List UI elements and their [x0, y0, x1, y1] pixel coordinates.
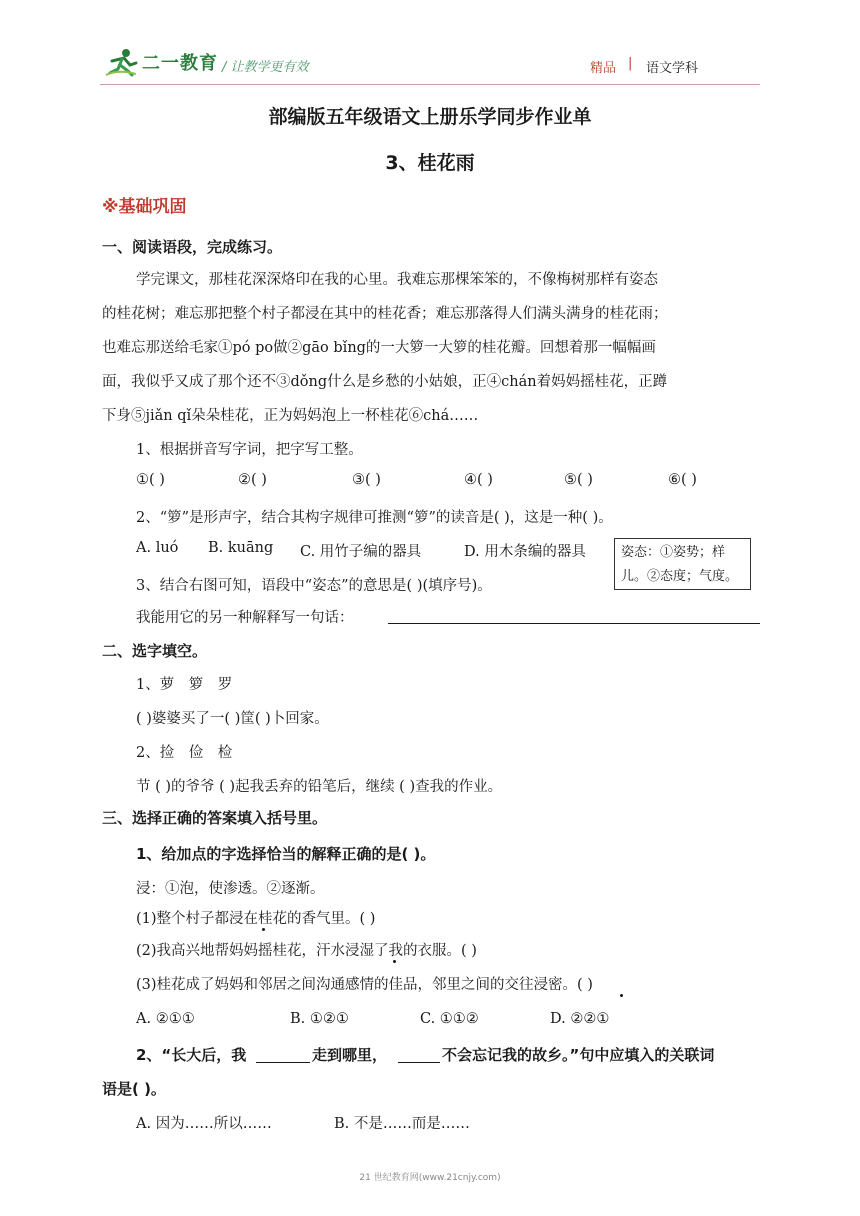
runner-logo-icon	[104, 47, 138, 77]
subject-tag: 语文学科	[646, 61, 699, 76]
question-3-2-part-b: 走到哪里，	[312, 1046, 388, 1064]
char-group-1: 1、萝 箩 罗	[136, 677, 233, 693]
passage-line-4: 面，我似乎又成了那个还不③dǒng什么是乡愁的小姑娘，正④chán着妈妈摇桂花，正蹲	[102, 374, 668, 390]
write-sentence-prompt: 我能用它的另一种解释写一句话：	[136, 610, 354, 626]
emphasis-dot	[393, 960, 396, 963]
answer-blank-5[interactable]: ⑤( )	[564, 472, 593, 488]
option-c: C. 用竹子编的器具	[300, 544, 422, 560]
option-a: A. luó	[136, 540, 179, 556]
question-3-2-line-2: 语是( )。	[102, 1080, 166, 1098]
brand-name: 二一教育	[142, 53, 218, 74]
option-b: B. kuāng	[208, 540, 274, 556]
part1-heading: 一、阅读语段，完成练习。	[102, 238, 283, 256]
choice-b: B. ①②①	[290, 1011, 349, 1027]
passage-line-2: 的桂花树；难忘那把整个村子都浸在其中的桂花香；难忘那落得人们满头满身的桂花雨；	[102, 306, 668, 322]
header-separator: |	[628, 56, 633, 71]
section-heading-text: ※基础巩固	[102, 197, 187, 217]
question-3-1: 1、给加点的字选择恰当的解释正确的是( )。	[136, 845, 436, 863]
answer-blank-2[interactable]: ②( )	[238, 472, 267, 488]
choice-a: A. ②①①	[136, 1011, 195, 1027]
definition-jin: 浸：①泡，使渗透。②逐渐。	[136, 881, 325, 897]
answer-blank-6[interactable]: ⑥( )	[668, 472, 697, 488]
sentence-1: (1)整个村子都浸在桂花的香气里。( )	[136, 911, 376, 927]
conjunction-option-b: B. 不是……而是……	[334, 1116, 470, 1132]
emphasis-dot	[262, 928, 265, 931]
part2-heading: 二、选字填空。	[102, 642, 208, 660]
answer-blank-4[interactable]: ④( )	[464, 472, 493, 488]
conjunction-blank-1[interactable]	[256, 1062, 310, 1063]
option-d: D. 用木条编的器具	[464, 544, 586, 560]
answer-blank-1[interactable]: ①( )	[136, 472, 165, 488]
passage-line-1: 学完课文，那桂花深深烙印在我的心里。我难忘那棵笨笨的，不像梅树那样有姿态	[136, 272, 658, 288]
passage-line-5: 下身⑤jiǎn qǐ朵朵桂花，正为妈妈泡上一杯桂花⑥chá……	[102, 408, 479, 424]
part3-heading: 三、选择正确的答案填入括号里。	[102, 809, 328, 827]
header-divider	[100, 84, 760, 85]
choice-c: C. ①①②	[420, 1011, 479, 1027]
question-1-1: 1、根据拼音写字词，把字写工整。	[136, 442, 363, 458]
choice-d: D. ②②①	[550, 1011, 610, 1027]
question-1-3: 3、结合右图可知，语段中“姿态”的意思是( )(填序号)。	[136, 578, 492, 594]
definition-line-1: 姿态：①姿势；样	[621, 545, 726, 560]
brand-logo	[104, 44, 218, 80]
section-heading	[102, 192, 187, 217]
brand-slogan: / 让教学更有效	[222, 60, 309, 75]
question-3-2-part-c: 不会忘记我的故乡。”句中应填入的关联词	[442, 1046, 715, 1064]
conjunction-option-a: A. 因为……所以……	[136, 1116, 272, 1132]
definition-line-2: 儿。②态度；气度。	[621, 569, 739, 584]
write-sentence-line[interactable]	[388, 623, 760, 624]
lesson-title: 3、桂花雨	[385, 152, 475, 174]
page-title: 部编版五年级语文上册乐学同步作业单	[268, 106, 592, 128]
fill-sentence-2: 节 ( )的爷爷 ( )起我丢弃的铅笔后，继续 ( )查我的作业。	[136, 779, 503, 795]
sentence-2: (2)我高兴地帮妈妈摇桂花，汗水浸湿了我的衣服。( )	[136, 943, 477, 959]
definition-box	[614, 538, 751, 590]
question-3-2-part-a: 2、“长大后，我	[136, 1046, 247, 1064]
emphasis-dot	[620, 994, 623, 997]
answer-blank-3[interactable]: ③( )	[352, 472, 381, 488]
char-group-2: 2、捡 俭 检	[136, 745, 233, 761]
sentence-3: (3)桂花成了妈妈和邻居之间沟通感情的佳品，邻里之间的交往浸密。( )	[136, 977, 593, 993]
question-1-2: 2、“箩”是形声字，结合其构字规律可推测“箩”的读音是( )，这是一种( )。	[136, 510, 613, 526]
fill-sentence-1: ( )婆婆买了一( )筐( )卜回家。	[136, 711, 329, 727]
conjunction-blank-2[interactable]	[398, 1062, 440, 1063]
page-footer: 21 世纪教育网(www.21cnjy.com)	[359, 1173, 501, 1183]
quality-tag: 精品	[590, 61, 617, 76]
passage-line-3: 也难忘那送给毛家①pó po做②gāo bǐng的一大箩一大箩的桂花瓣。回想着那一幅幅画	[102, 340, 656, 356]
